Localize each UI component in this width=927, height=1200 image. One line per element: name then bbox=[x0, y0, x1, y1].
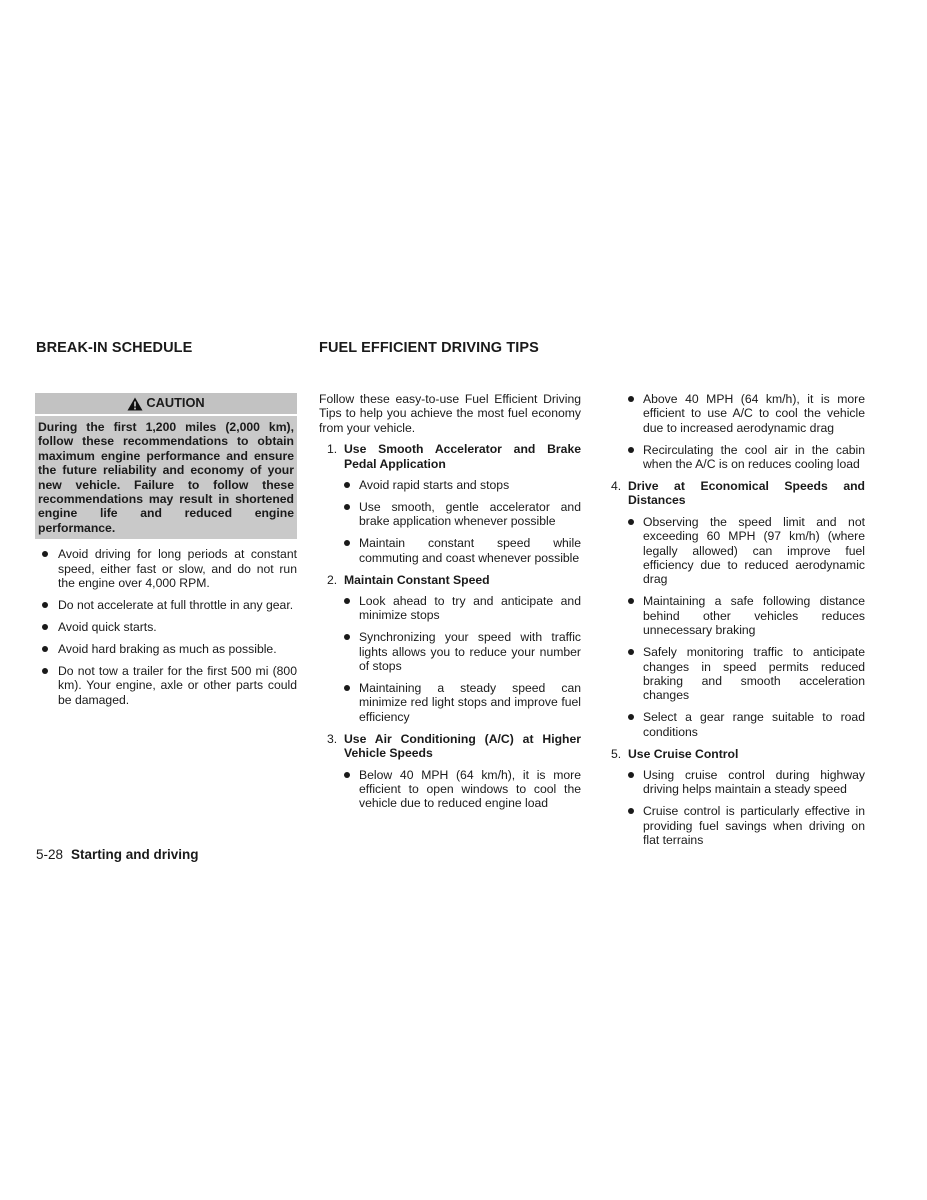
bullet-dot-icon bbox=[628, 519, 634, 525]
tip-number: 4. bbox=[611, 479, 622, 494]
bullet-item bbox=[344, 594, 581, 623]
tip-item bbox=[319, 732, 581, 811]
section-heading-fuel-tips: FUEL EFFICIENT DRIVING TIPS bbox=[319, 340, 539, 356]
bullet-text: Maintaining a steady speed can minimize red light stops and improve fuel efficiency bbox=[359, 681, 581, 724]
bullet-item bbox=[35, 620, 297, 634]
bullet-text: Maintain constant speed while commuting and coast whenever possible bbox=[359, 536, 581, 565]
tip-item bbox=[603, 747, 865, 848]
bullet-text: Use smooth, gentle accelerator and brake application whenever possible bbox=[359, 499, 581, 529]
tip-bullets bbox=[344, 594, 581, 724]
tip-title: Use Cruise Control bbox=[628, 746, 739, 761]
bullet-text: Do not accelerate at full throttle in any gear. bbox=[58, 597, 294, 612]
bullet-dot-icon bbox=[42, 602, 48, 608]
footer-section-title: Starting and driving bbox=[71, 847, 199, 862]
bullet-text: Look ahead to try and anticipate and minimize stops bbox=[359, 593, 581, 623]
bullet-dot-icon bbox=[344, 482, 350, 488]
bullet-item bbox=[344, 681, 581, 724]
bullet-item bbox=[35, 598, 297, 612]
bullet-item bbox=[344, 536, 581, 565]
bullet-text: Above 40 MPH (64 km/h), it is more efficient to use A/C to cool the vehicle due to increased aerodynamic drag bbox=[643, 392, 865, 435]
bullet-item bbox=[344, 478, 581, 492]
bullet-text: Observing the speed limit and not exceeding 60 MPH (97 km/h) (where legally allowed) can improve fuel efficiency due to reduced aerodynamic drag bbox=[643, 514, 865, 587]
bullet-text: Avoid quick starts. bbox=[58, 619, 157, 634]
bullet-dot-icon bbox=[628, 772, 634, 778]
bullet-text: Avoid hard braking as much as possible. bbox=[58, 641, 277, 656]
bullet-dot-icon bbox=[42, 551, 48, 557]
bullet-dot-icon bbox=[628, 396, 634, 402]
fuel-tips-list-2 bbox=[603, 479, 865, 847]
bullet-text: Maintaining a safe following distance behind other vehicles reduces unnecessary braking bbox=[643, 594, 865, 638]
caution-title: CAUTION bbox=[146, 395, 205, 411]
bullet-item bbox=[35, 642, 297, 656]
bullet-dot-icon bbox=[344, 540, 350, 546]
tip-number: 5. bbox=[611, 746, 622, 761]
bullet-item bbox=[628, 392, 865, 435]
tip-number: 1. bbox=[327, 442, 338, 457]
bullet-text: Using cruise control during highway driving helps maintain a steady speed bbox=[643, 767, 865, 797]
bullet-dot-icon bbox=[628, 808, 634, 814]
tip-number: 3. bbox=[327, 731, 338, 746]
tip-title: Maintain Constant Speed bbox=[344, 572, 490, 587]
bullet-item bbox=[628, 594, 865, 637]
tip-item bbox=[319, 442, 581, 565]
bullet-text: Do not tow a trailer for the first 500 mi (800 km). Your engine, axle or other parts could be damaged. bbox=[58, 663, 297, 707]
bullet-dot-icon bbox=[344, 634, 350, 640]
bullet-item bbox=[344, 500, 581, 529]
tip-bullets bbox=[344, 478, 581, 565]
bullet-dot-icon bbox=[344, 598, 350, 604]
bullet-dot-icon bbox=[628, 598, 634, 604]
bullet-text: Below 40 MPH (64 km/h), it is more efficient to open windows to cool the vehicle due to reduced engine load bbox=[359, 767, 581, 811]
bullet-dot-icon bbox=[344, 772, 350, 778]
bullet-dot-icon bbox=[628, 714, 634, 720]
tip-number: 2. bbox=[327, 572, 338, 587]
tip-title: Drive at Economical Speeds and Distances bbox=[628, 479, 865, 508]
bullet-text: Safely monitoring traffic to anticipate changes in speed permits reduced braking and smooth acceleration changes bbox=[643, 645, 865, 703]
page-number: 5-28 bbox=[36, 847, 64, 862]
tip-title: Use Air Conditioning (A/C) at Higher Vehicle Speeds bbox=[344, 731, 581, 761]
tip-bullets bbox=[628, 768, 865, 848]
tip-bullets bbox=[344, 768, 581, 811]
bullet-item bbox=[35, 547, 297, 590]
fuel-tips-continued-list bbox=[603, 392, 865, 472]
tip-item bbox=[319, 573, 581, 725]
bullet-item bbox=[628, 804, 865, 847]
bullet-dot-icon bbox=[42, 624, 48, 630]
bullet-dot-icon bbox=[344, 504, 350, 510]
caution-box bbox=[35, 393, 297, 539]
bullet-dot-icon bbox=[42, 668, 48, 674]
column-fuel-tips-2 bbox=[603, 392, 865, 855]
bullet-text: Synchronizing your speed with traffic lights allows you to reduce your number of stops bbox=[359, 630, 581, 674]
column-break-in bbox=[35, 393, 297, 714]
bullet-text: Recirculating the cool air in the cabin when the A/C is on reduces cooling load bbox=[643, 442, 865, 472]
bullet-text: Select a gear range suitable to road conditions bbox=[643, 710, 865, 739]
intro-paragraph: Follow these easy-to-use Fuel Efficient Driving Tips to help you achieve the most fuel economy from your vehicle. bbox=[319, 392, 581, 435]
fuel-tips-list bbox=[319, 442, 581, 811]
bullet-item bbox=[35, 664, 297, 707]
bullet-dot-icon bbox=[42, 646, 48, 652]
bullet-text: Cruise control is particularly effective in providing fuel savings when driving on flat terrains bbox=[643, 804, 865, 848]
break-in-list bbox=[35, 547, 297, 707]
bullet-item bbox=[628, 645, 865, 703]
bullet-dot-icon bbox=[628, 447, 634, 453]
bullet-item bbox=[628, 768, 865, 797]
bullet-item bbox=[628, 515, 865, 587]
bullet-dot-icon bbox=[628, 649, 634, 655]
tip-item bbox=[603, 479, 865, 739]
bullet-item bbox=[344, 630, 581, 673]
column-fuel-tips-1 bbox=[319, 392, 581, 818]
bullet-text: Avoid driving for long periods at constant speed, either fast or slow, and do not run the engine over 4,000 RPM. bbox=[58, 547, 297, 591]
bullet-item bbox=[628, 443, 865, 472]
caution-header bbox=[35, 393, 297, 416]
tip-title: Use Smooth Accelerator and Brake Pedal Application bbox=[344, 442, 581, 471]
tip-bullets bbox=[628, 515, 865, 739]
section-heading-break-in: BREAK-IN SCHEDULE bbox=[36, 340, 193, 356]
caution-text: During the first 1,200 miles (2,000 km), follow these recommendations to obtain maximum engine performance and ensure the future reliability and economy of your new vehicle. Failure to follow these recommendations may result in shortened engine life and reduced engine performance. bbox=[38, 420, 294, 535]
bullet-item bbox=[628, 710, 865, 739]
warning-triangle-icon bbox=[127, 397, 143, 411]
bullet-item bbox=[344, 768, 581, 811]
page-footer bbox=[36, 847, 199, 862]
bullet-text: Avoid rapid starts and stops bbox=[359, 478, 510, 493]
bullet-dot-icon bbox=[344, 685, 350, 691]
